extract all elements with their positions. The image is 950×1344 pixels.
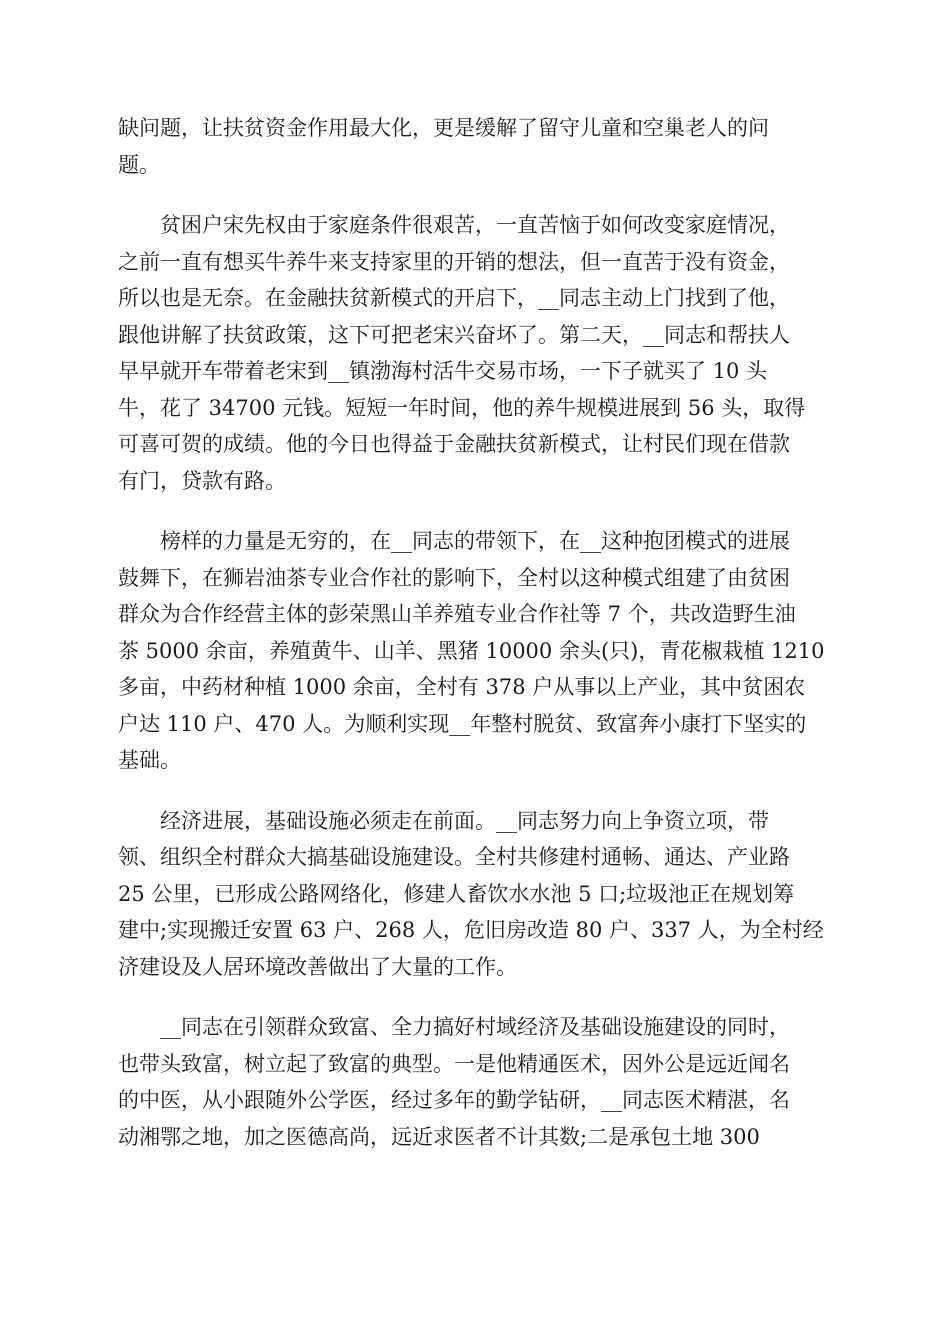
text-line: 早早就开车带着老宋到__镇渤海村活牛交易市场，一下子就买了 10 头 (118, 359, 768, 383)
text-line: 跟他讲解了扶贫政策，这下可把老宋兴奋坏了。第二天，__同志和帮扶人 (118, 322, 790, 347)
text-line: 动湘鄂之地，加之医德高尚，远近求医者不计其数;二是承包土地 300 (118, 1124, 760, 1149)
text-line: 榜样的力量是无穷的，在__同志的带领下，在__这种抱团模式的进展 (160, 529, 790, 553)
text-line: __同志在引领群众致富、全力搞好村域经济及基础设施建设的同时， (160, 1015, 790, 1039)
text-line: 所以也是无奈。在金融扶贫新模式的开启下，__同志主动上门找到了他， (118, 286, 790, 310)
text-line: 济建设及人居环境改善做出了大量的工作。 (118, 954, 517, 979)
paragraph-4 (118, 803, 838, 986)
text-line: 题。 (118, 152, 160, 177)
text-line: 牛，花了 34700 元钱。短短一年时间，他的养牛规模进展到 56 头，取得 (118, 395, 806, 420)
text-line: 鼓舞下，在狮岩油茶专业合作社的影响下，全村以这种模式组建了由贫困 (118, 565, 790, 590)
text-line: 可喜可贺的成绩。他的今日也得益于金融扶贫新模式，让村民们现在借款 (118, 432, 790, 456)
paragraph-5 (118, 1009, 838, 1155)
text-line: 多亩，中药材种植 1000 余亩，全村有 378 户从事以上产业，其中贫困农 (118, 675, 806, 699)
text-line: 缺问题，让扶贫资金作用最大化，更是缓解了留守儿童和空巢老人的问 (118, 116, 769, 140)
text-line: 也带头致富，树立起了致富的典型。一是他精通医术，因外公是远近闻名 (118, 1051, 790, 1076)
document-body (118, 110, 838, 1179)
text-line: 群众为合作经营主体的彭荣黑山羊养殖专业合作社等 7 个，共改造野生油 (118, 602, 796, 626)
text-line: 的中医，从小跟随外公学医，经过多年的勤学钻研，__同志医术精湛，名 (118, 1088, 790, 1112)
text-line: 25 公里，已形成公路网络化，修建人畜饮水水池 5 口;垃圾池正在规划筹 (118, 881, 795, 906)
text-line: 有门，贷款有路。 (118, 468, 286, 493)
text-line: 经济进展，基础设施必须走在前面。__同志努力向上争资立项，带 (160, 808, 769, 833)
text-line: 户达 110 户、470 人。为顺利实现__年整村脱贫、致富奔小康打下坚实的 (118, 711, 807, 736)
paragraph-1 (118, 110, 838, 183)
text-line: 茶 5000 余亩，养殖黄牛、山羊、黑猪 10000 余头(只)，青花椒栽植 1210 (118, 638, 825, 663)
text-line: 之前一直有想买牛养牛来支持家里的开销的想法，但一直苦于没有资金， (118, 249, 790, 274)
text-line: 基础。 (118, 748, 181, 772)
paragraph-2 (118, 207, 838, 499)
text-line: 领、组织全村群众大搞基础设施建设。全村共修建村通畅、通达、产业路 (118, 845, 790, 869)
text-line: 贫困户宋先权由于家庭条件很艰苦，一直苦恼于如何改变家庭情况， (160, 213, 790, 237)
text-line: 建中;实现搬迁安置 63 户、268 人，危旧房改造 80 户、337 人，为全村经 (118, 918, 824, 942)
paragraph-3 (118, 523, 838, 779)
